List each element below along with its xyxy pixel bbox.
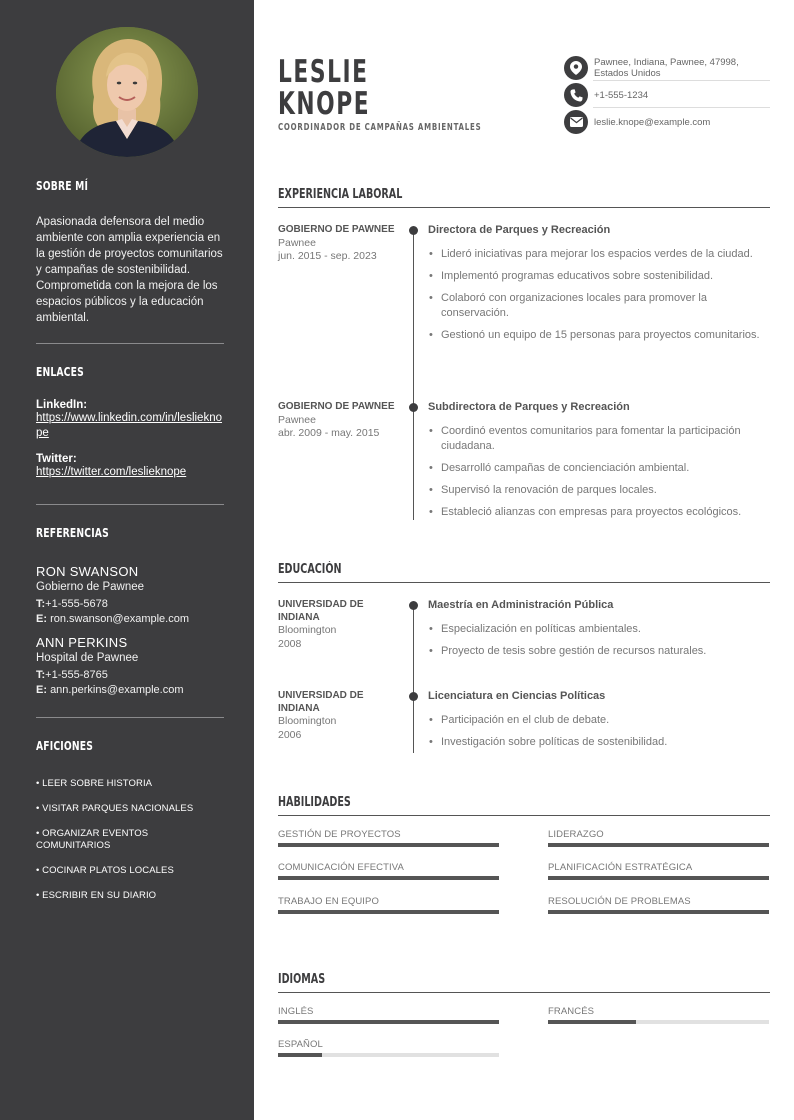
reference-phone: T:+1-555-5678 [36, 598, 108, 610]
language-bar-fill [278, 1053, 322, 1057]
sidebar-divider [36, 717, 224, 718]
skill-item [278, 896, 499, 914]
envelope-icon [564, 110, 588, 134]
skill-bar [548, 843, 769, 847]
experience-entry [428, 400, 770, 527]
section-rule [278, 582, 770, 583]
bullet-item: • Estableció alianzas con empresas para proyectos ecológicos. [428, 505, 770, 520]
skill-item [278, 862, 499, 880]
skills-heading: HABILIDADES [278, 795, 351, 810]
timeline-dot [409, 601, 418, 610]
entry-bullets [428, 424, 770, 519]
bullet-item: • Especialización en políticas ambientales. [428, 622, 770, 637]
reference-org: Hospital de Pawnee [36, 652, 139, 664]
bullet-item: • Investigación sobre políticas de sostenibilidad. [428, 735, 770, 750]
language-bar [278, 1020, 499, 1024]
hobbies-heading: AFICIONES [36, 738, 94, 753]
skill-bar-fill [278, 876, 499, 880]
experience-timeline [413, 230, 414, 520]
entry-dates: abr. 2009 - may. 2015 [278, 427, 380, 439]
link-item-linkedin [36, 399, 224, 441]
phone-text[interactable]: +1-555-1234 [594, 89, 649, 101]
languages-heading: IDIOMAS [278, 972, 326, 987]
last-name: KNOPE [278, 86, 371, 122]
link-label: LinkedIn: [36, 399, 88, 411]
bullet-item: • Supervisó la renovación de parques locales. [428, 483, 770, 498]
experience-entry-meta [278, 401, 396, 441]
section-rule [278, 815, 770, 816]
bullet-item: • Colaboró con organizaciones locales para promover la conservación. [428, 291, 770, 320]
reference-email: E: ron.swanson@example.com [36, 613, 190, 625]
skill-label: LIDERAZGO [548, 829, 604, 840]
language-bar [548, 1020, 769, 1024]
contact-divider [593, 80, 770, 81]
skill-bar [278, 843, 499, 847]
email-text[interactable]: leslie.knope@example.com [594, 116, 711, 128]
entry-location: Bloomington [278, 624, 337, 636]
language-bar-fill [548, 1020, 636, 1024]
references-heading: REFERENCIAS [36, 525, 109, 540]
timeline-dot [409, 692, 418, 701]
profile-photo [56, 27, 198, 157]
reference-email: E: ann.perkins@example.com [36, 684, 184, 696]
language-label: FRANCÉS [548, 1006, 595, 1017]
bullet-item: • Implementó programas educativos sobre sostenibilidad. [428, 269, 770, 284]
timeline-dot [409, 403, 418, 412]
skill-bar [548, 876, 769, 880]
bullet-item: • Coordinó eventos comunitarios para fomentar la participación ciudadana. [428, 424, 770, 453]
reference-name: ANN PERKINS [36, 635, 128, 650]
sidebar-divider [36, 504, 224, 505]
skill-label: RESOLUCIÓN DE PROBLEMAS [548, 896, 691, 907]
reference-name: RON SWANSON [36, 564, 139, 579]
skill-item [278, 829, 499, 847]
entry-role: Directora de Parques y Recreación [428, 224, 611, 236]
skill-label: COMUNICACIÓN EFECTIVA [278, 862, 404, 873]
section-rule [278, 992, 770, 993]
section-rule [278, 207, 770, 208]
entry-location: Bloomington [278, 715, 337, 727]
skill-item [548, 862, 769, 880]
entry-dates: 2006 [278, 728, 302, 741]
link-label: Twitter: [36, 453, 77, 465]
entry-role: Subdirectora de Parques y Recreación [428, 401, 630, 413]
phone-icon [564, 83, 588, 107]
entry-organization: GOBIERNO DE PAWNEE [278, 224, 395, 235]
hobbies-section [36, 738, 224, 902]
entry-location: Pawnee [278, 413, 316, 426]
reference-item [36, 564, 224, 625]
links-section [36, 364, 224, 480]
entry-dates: 2008 [278, 637, 302, 650]
twitter-link[interactable]: https://twitter.com/leslieknope [36, 466, 187, 478]
language-bar [278, 1053, 499, 1057]
hobby-item: • ORGANIZAR EVENTOS COMUNITARIOS [36, 828, 149, 851]
experience-entry-meta [278, 224, 396, 264]
entry-dates: jun. 2015 - sep. 2023 [278, 250, 377, 262]
education-entry-meta [278, 690, 396, 742]
linkedin-link[interactable]: https://www.linkedin.com/in/leslieknope [36, 412, 222, 439]
hobby-item: • ESCRIBIR EN SU DIARIO [36, 890, 157, 901]
timeline-dot [409, 226, 418, 235]
entry-role: Maestría en Administración Pública [428, 599, 614, 611]
skill-label: TRABAJO EN EQUIPO [278, 896, 379, 907]
language-item [278, 1006, 499, 1024]
bullet-item: • Participación en el club de debate. [428, 713, 770, 728]
language-bar-fill [278, 1020, 499, 1024]
skill-bar [278, 876, 499, 880]
entry-location: Pawnee [278, 236, 316, 249]
about-text: Apasionada defensora del medio ambiente con amplia experiencia en la gestión de proyectos comunitarios y campañas de sostenibilidad. Comprometida con la mejora de los espacios públicos y la educación ambiental. [36, 216, 223, 324]
bullet-item: • Desarrolló campañas de concienciación ambiental. [428, 461, 770, 476]
skill-bar-fill [548, 910, 769, 914]
entry-bullets [428, 713, 770, 750]
about-section [36, 178, 224, 326]
education-timeline [413, 605, 414, 753]
bullet-item: • Proyecto de tesis sobre gestión de recursos naturales. [428, 644, 770, 659]
education-heading: EDUCACIÓN [278, 562, 342, 577]
language-label: INGLÉS [278, 1006, 314, 1017]
skill-label: GESTIÓN DE PROYECTOS [278, 829, 401, 840]
address-line: Estados Unidos [594, 68, 661, 79]
links-heading: ENLACES [36, 364, 84, 379]
education-entry [428, 598, 770, 666]
skill-bar [548, 910, 769, 914]
link-item-twitter [36, 453, 224, 480]
entry-role: Licenciatura en Ciencias Políticas [428, 690, 606, 702]
skill-bar-fill [548, 843, 769, 847]
contact-email [564, 110, 770, 134]
job-title: COORDINADOR DE CAMPAÑAS AMBIENTALES [278, 122, 482, 133]
language-item [278, 1039, 499, 1057]
skill-label: PLANIFICACIÓN ESTRATÉGICA [548, 862, 693, 873]
reference-phone: T:+1-555-8765 [36, 669, 108, 681]
skill-bar-fill [548, 876, 769, 880]
sidebar-divider [36, 343, 224, 344]
education-entry [428, 689, 770, 757]
hobby-item: • VISITAR PARQUES NACIONALES [36, 803, 194, 814]
entry-organization: UNIVERSIDAD DE INDIANA [278, 599, 364, 623]
references-section [36, 525, 224, 696]
entry-bullets [428, 622, 770, 659]
language-item [548, 1006, 769, 1024]
bullet-item: • Gestionó un equipo de 15 personas para proyectos comunitarios. [428, 328, 770, 343]
experience-entry [428, 223, 770, 350]
skill-item [548, 896, 769, 914]
hobby-item: • LEER SOBRE HISTORIA [36, 778, 153, 789]
reference-org: Gobierno de Pawnee [36, 581, 145, 593]
about-heading: SOBRE MÍ [36, 178, 89, 193]
hobby-item: • COCINAR PLATOS LOCALES [36, 865, 174, 876]
contact-address [564, 56, 770, 80]
address-line: Pawnee, Indiana, Pawnee, 47998, [594, 57, 739, 68]
contact-divider [593, 107, 770, 108]
skill-item [548, 829, 769, 847]
skill-bar [278, 910, 499, 914]
language-label: ESPAÑOL [278, 1039, 323, 1050]
contact-phone [564, 83, 770, 107]
experience-heading: EXPERIENCIA LABORAL [278, 187, 403, 202]
entry-bullets [428, 247, 770, 342]
map-pin-icon [564, 56, 588, 80]
entry-organization: UNIVERSIDAD DE INDIANA [278, 690, 364, 714]
reference-item [36, 635, 224, 696]
first-name: LESLIE [278, 54, 369, 90]
skill-bar-fill [278, 843, 499, 847]
sidebar [0, 0, 254, 1120]
skill-bar-fill [278, 910, 499, 914]
entry-organization: GOBIERNO DE PAWNEE [278, 401, 395, 412]
bullet-item: • Lideró iniciativas para mejorar los espacios verdes de la ciudad. [428, 247, 770, 262]
education-entry-meta [278, 599, 396, 651]
